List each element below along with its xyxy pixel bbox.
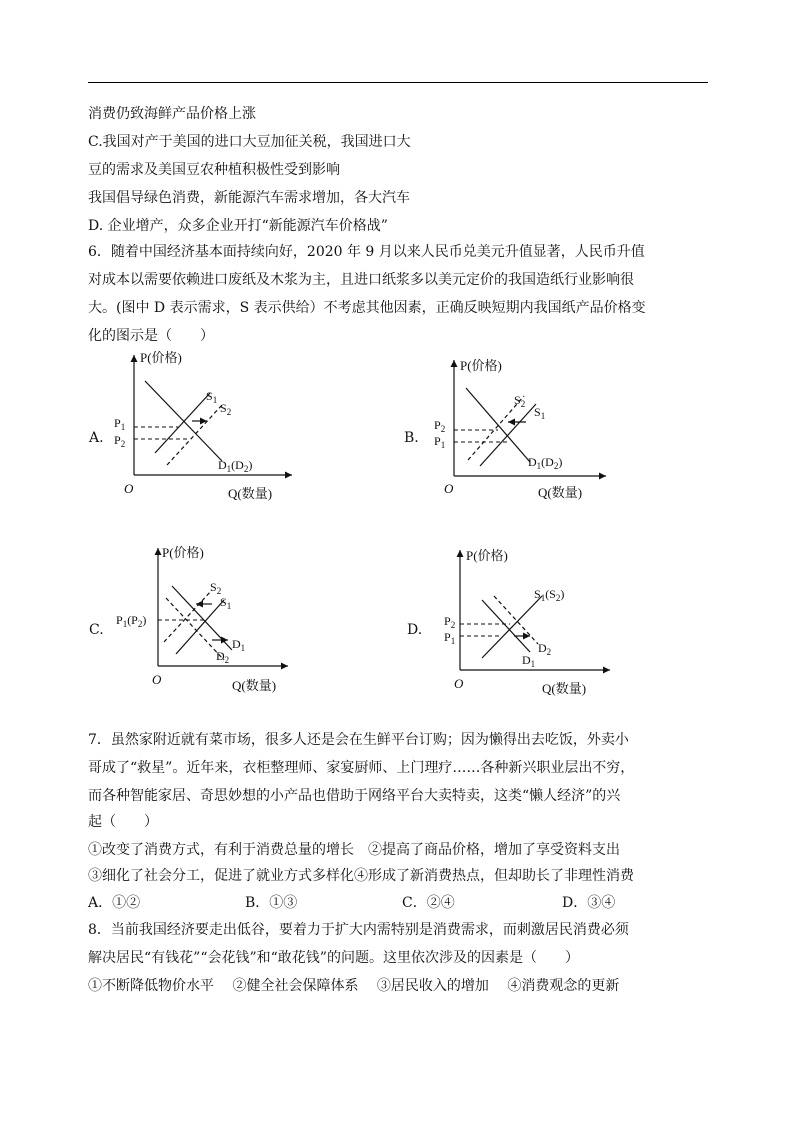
q7-option-a: A．①②	[88, 895, 141, 911]
y-axis-label: P(价格)	[460, 358, 502, 373]
p-lower-label: $P_1$	[444, 630, 456, 646]
question-7-line: ①改变了消费方式，有利于消费总量的增长 ②提高了商品价格，增加了享受资料支出	[88, 842, 620, 858]
text-line: 豆的需求及美国豆农种植积极性受到影响	[88, 162, 340, 178]
question-7-line: ③细化了社会分工，促进了就业方式多样化④形成了新消费热点，但却助长了非理性消费	[88, 868, 634, 884]
question-7-line: 起（ ）	[88, 814, 158, 830]
question-6-line: 大。(图中 D 表示需求，S 表示供给）不考虑其他因素，正确反映短期内我国纸产品价格变	[88, 300, 646, 316]
x-axis-label: Q(数量)	[538, 485, 583, 500]
demand-label-d1: $D_1$	[232, 637, 246, 653]
demand-label-d2: $D_2$	[216, 649, 230, 665]
text-line: C.我国对产于美国的进口大豆加征关税，我国进口大	[88, 134, 411, 150]
supply-curve	[482, 596, 542, 658]
x-axis-label: Q(数量)	[228, 486, 273, 501]
supply-label-s2: $S_2$	[210, 580, 222, 596]
supply-label: $S_1(S_2)$	[534, 587, 565, 603]
graph-d	[430, 540, 630, 700]
y-axis-label: P(价格)	[466, 548, 508, 563]
y-axis-label: P(价格)	[140, 350, 182, 365]
question-6-line: 化的图示是（ ）	[88, 328, 214, 344]
p-lower-label: $P_2$	[114, 433, 126, 449]
p-upper-label: $P_1$	[114, 416, 126, 432]
p-lower-label: $P_1$	[434, 434, 446, 450]
p-upper-label: $P_2$	[434, 418, 446, 434]
p-upper-label: $P_2$	[444, 614, 456, 630]
x-axis-label: Q(数量)	[232, 678, 277, 693]
question-6-line: 对成本以需要依赖进口废纸及木浆为主，且进口纸浆多以美元定价的我国造纸行业影响很	[88, 272, 634, 288]
origin-label: O	[152, 672, 162, 687]
price-label: $P_1(P_2)$	[116, 613, 147, 629]
question-7-line: 哥成了“救星”。近年来，衣柜整理师、家宴厨师、上门理疗……各种新兴职业层出不穷，	[88, 760, 635, 776]
supply-curve-s1	[155, 393, 210, 453]
supply-label-s1: $S_1$	[534, 405, 546, 421]
demand-curve-d1	[482, 600, 530, 652]
q7-option-d: D．③④	[562, 895, 616, 911]
supply-curve-s2	[167, 405, 222, 465]
demand-label-d1: $D_1$	[522, 653, 536, 669]
option-d-label: D.	[407, 622, 423, 638]
text-line: 消费仍致海鲜产品价格上涨	[88, 106, 256, 122]
question-7-line: 7．虽然家附近就有菜市场，很多人还是会在生鲜平台订购；因为懒得出去吃饭，外卖小	[88, 732, 629, 748]
option-a-label: A.	[89, 430, 104, 446]
supply-label-s2: $S_2$	[220, 401, 232, 417]
demand-label-d2: $D_2$	[538, 641, 552, 657]
origin-label: O	[454, 676, 464, 691]
q7-option-c: C．②④	[402, 895, 455, 911]
y-axis-label: P(价格)	[162, 545, 204, 560]
demand-label: $D_1(D_2)$	[218, 458, 253, 474]
text-line: 我国倡导绿色消费，新能源汽车需求增加，各大汽车	[88, 190, 410, 206]
question-8-line: ①不断降低物价水平 ②健全社会保障体系 ③居民收入的增加 ④消费观念的更新	[88, 978, 620, 994]
supply-label-s1: $S_1$	[206, 389, 218, 405]
origin-label: O	[124, 481, 134, 496]
x-axis-label: Q(数量)	[542, 681, 587, 696]
graph-b	[430, 352, 630, 507]
question-8-line: 8．当前我国经济要走出低谷，要着力于扩大内需特别是消费需求，而刺激居民消费必须	[88, 922, 629, 938]
question-8-line: 解决居民“有钱花”“会花钱”和“敢花钱”的问题。这里依次涉及的因素是（ ）	[88, 950, 579, 966]
question-6-line: 6．随着中国经济基本面持续向好，2020 年 9 月以来人民币兑美元升值显著，人民币升值	[88, 244, 645, 260]
supply-label-s1: $S_1$	[220, 595, 232, 611]
origin-label: O	[444, 481, 454, 496]
demand-label: $D_1(D_2)$	[528, 455, 563, 471]
question-7-line: 而各种智能家居、奇思妙想的小产品也借助于网络平台大卖特卖，这类“懒人经济”的兴	[88, 788, 621, 804]
graph-c	[112, 538, 312, 698]
header-rule	[88, 82, 708, 83]
supply-label-s2: $S_2$	[514, 393, 526, 409]
supply-curve-s2	[164, 590, 212, 642]
option-b-label: B.	[404, 430, 419, 446]
supply-curve-s1	[176, 600, 224, 654]
option-c-label: C.	[89, 622, 104, 638]
q7-option-b: B．①③	[245, 895, 298, 911]
text-line: D. 企业增产，众多企业开打“新能源汽车价格战”	[88, 218, 388, 234]
graph-a	[110, 345, 310, 505]
